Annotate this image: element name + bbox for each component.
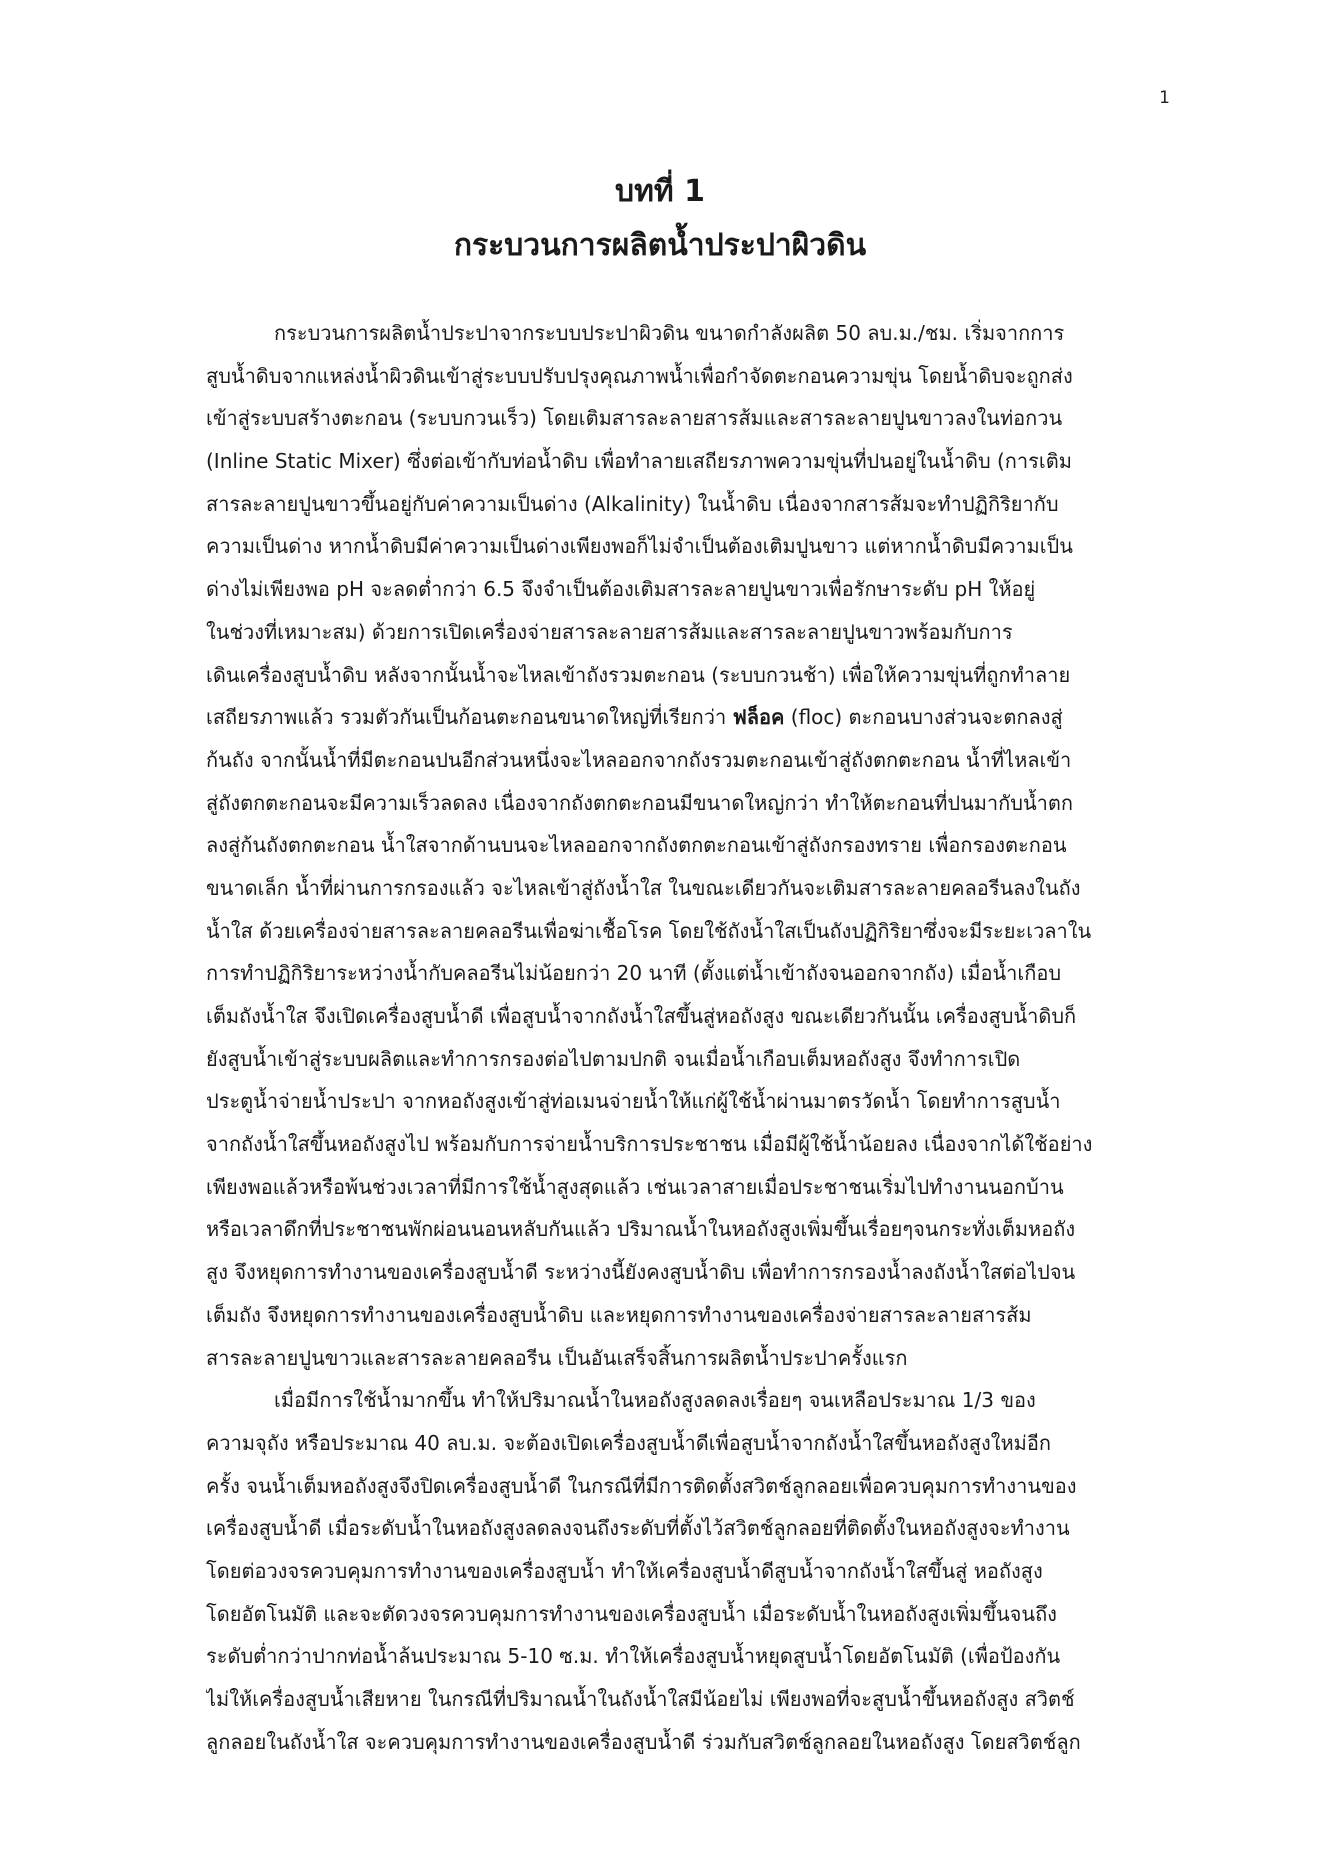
paragraph-line: จากถังน้ำใสขึ้นหอถังสูงไป พร้อมกับการจ่ายน้ำบริการประชาชน เมื่อมีผู้ใช้น้ำน้อยลง เนื่องจากได้ใช้อย่าง [206, 1132, 1093, 1157]
paragraph-line: ในช่วงที่เหมาะสม) ด้วยการเปิดเครื่องจ่ายสารละลายสารส้มและสารละลายปูนขาวพร้อมกับการ [206, 619, 1013, 644]
paragraph-line: ไม่ให้เครื่องสูบน้ำเสียหาย ในกรณีที่ปริมาณน้ำในถังน้ำใสมีน้อยไม่ เพียงพอที่จะสูบน้ำขึ้นหอถังสูง สวิตช์ [206, 1687, 1075, 1711]
paragraph-line: ความจุถัง หรือประมาณ 40 ลบ.ม. จะต้องเปิดเครื่องสูบน้ำดีเพื่อสูบน้ำจากถังน้ำใสขึ้นหอถังสูงใหม่อีก [206, 1430, 1051, 1455]
paragraph-line: (Inline Static Mixer) ซึ่งต่อเข้ากับท่อน้ำดิบ เพื่อทำลายเสถียรภาพความขุ่นที่ปนอยู่ในน้ำดิบ (การเติม [206, 449, 1072, 474]
paragraph-line: ลูกลอยในถังน้ำใส จะควบคุมการทำงานของเครื่องสูบน้ำดี ร่วมกับสวิตช์ลูกลอยในหอถังสูง โดยสวิตช์ลูก [206, 1729, 1081, 1754]
floc-line-start: เสถียรภาพแล้ว รวมตัวกันเป็นก้อนตะกอนขนาดใหญ่ที่เรียกว่า [206, 705, 727, 730]
paragraph-line: สูง จึงหยุดการทำงานของเครื่องสูบน้ำดี ระหว่างนี้ยังคงสูบน้ำดิบ เพื่อทำการกรองน้ำลงถังน้ำใสต่อไปจน [206, 1260, 1076, 1285]
paragraph-line: ยังสูบน้ำเข้าสู่ระบบผลิตและทำการกรองต่อไปตามปกติ จนเมื่อน้ำเกือบเต็มหอถังสูง จึงทำการเปิด [206, 1046, 1021, 1071]
paragraph-line: ความเป็นด่าง หากน้ำดิบมีค่าความเป็นด่างเพียงพอก็ไม่จำเป็นต้องเติมปูนขาว แต่หากน้ำดิบมีความเป็น [206, 534, 1073, 559]
paragraph-line: สู่ถังตกตะกอนจะมีความเร็วลดลง เนื่องจากถังตกตะกอนมีขนาดใหญ่กว่า ทำให้ตะกอนที่ปนมากับน้ำตก [206, 790, 1073, 815]
floc-term: ฟล็อค [732, 705, 785, 730]
paragraph-line: กระบวนการผลิตน้ำประปาจากระบบประปาผิวดิน ขนาดกำลังผลิต 50 ลบ.ม./ชม. เริ่มจากการ [274, 321, 1065, 345]
paragraph-line: ขนาดเล็ก น้ำที่ผ่านการกรองแล้ว จะไหลเข้าสู่ถังน้ำใส ในขณะเดียวกันจะเติมสารละลายคลอรีนลงในถัง [206, 875, 1081, 900]
paragraph-line: เมื่อมีการใช้น้ำมากขึ้น ทำให้ปริมาณน้ำในหอถังสูงลดลงเรื่อยๆ จนเหลือประมาณ 1/3 ของ [274, 1388, 1036, 1413]
paragraph-line: สารละลายปูนขาวขึ้นอยู่กับค่าความเป็นด่าง (Alkalinity) ในน้ำดิบ เนื่องจากสารส้มจะทำปฏิกิริยากับ [206, 491, 1059, 516]
paragraph-line: สูบน้ำดิบจากแหล่งน้ำผิวดินเข้าสู่ระบบปรับปรุงคุณภาพน้ำเพื่อกำจัดตะกอนความขุ่น โดยน้ำดิบจะถูกส่ง [206, 363, 1073, 388]
chapter-subtitle: กระบวนการผลิตน้ำประปาผิวดิน [453, 228, 867, 263]
paragraph-line: โดยอัตโนมัติ และจะตัดวงจรควบคุมการทำงานของเครื่องสูบน้ำ เมื่อระดับน้ำในหอถังสูงเพิ่มขึ้นจนถึง [206, 1601, 1057, 1626]
paragraph-line: เครื่องสูบน้ำดี เมื่อระดับน้ำในหอถังสูงลดลงจนถึงระดับที่ตั้งไว้สวิตช์ลูกลอยที่ติดตั้งในหอถังสูงจะทำงาน [206, 1516, 1070, 1541]
paragraph-line-floc [206, 696, 1174, 739]
paragraph-line: ลงสู่ก้นถังตกตะกอน น้ำใสจากด้านบนจะไหลออกจากถังตกตะกอนเข้าสู่ถังกรองทราย เพื่อกรองตะกอน [206, 833, 1067, 858]
page-number: 1 [1159, 88, 1170, 108]
paragraph-line: เต็มถัง จึงหยุดการทำงานของเครื่องสูบน้ำดิบ และหยุดการทำงานของเครื่องจ่ายสารละลายสารส้ม [206, 1302, 1032, 1327]
floc-line-end: (floc) ตะกอนบางส่วนจะตกลงสู่ [784, 705, 1063, 730]
paragraph-line: สารละลายปูนขาวและสารละลายคลอรีน เป็นอันเสร็จสิ้นการผลิตน้ำประปาครั้งแรก [206, 1345, 908, 1370]
paragraph-line: เข้าสู่ระบบสร้างตะกอน (ระบบกวนเร็ว) โดยเติมสารละลายสารส้มและสารละลายปูนขาวลงในท่อกวน [206, 406, 1063, 431]
paragraph-line: ประตูน้ำจ่ายน้ำประปา จากหอถังสูงเข้าสู่ท่อเมนจ่ายน้ำให้แก่ผู้ใช้น้ำผ่านมาตรวัดน้ำ โดยทำการสูบน้ำ [206, 1089, 1061, 1114]
paragraph-line: ด่างไม่เพียงพอ pH จะลดต่ำกว่า 6.5 จึงจำเป็นต้องเติมสารละลายปูนขาวเพื่อรักษาระดับ pH ให้อยู่ [206, 577, 1036, 602]
paragraph-line: เพียงพอแล้วหรือพ้นช่วงเวลาที่มีการใช้น้ำสูงสุดแล้ว เช่นเวลาสายเมื่อประชาชนเริ่มไปทำงานนอกบ้าน [206, 1174, 1064, 1199]
paragraph-line: เต็มถังน้ำใส จึงเปิดเครื่องสูบน้ำดี เพื่อสูบน้ำจากถังน้ำใสขึ้นสู่หอถังสูง ขณะเดียวกันนั้น เครื่องสูบน้ำดิบก็ [206, 1004, 1077, 1028]
paragraph-line: โดยต่อวงจรควบคุมการทำงานของเครื่องสูบน้ำ ทำให้เครื่องสูบน้ำดีสูบน้ำจากถังน้ำใสขึ้นสู่ หอถังสูง [206, 1558, 1043, 1583]
paragraph-line: การทำปฏิกิริยาระหว่างน้ำกับคลอรีนไม่น้อยกว่า 20 นาที (ตั้งแต่น้ำเข้าถังจนออกจากถัง) เมื่อน้ำเกือบ [206, 961, 1062, 986]
paragraph-line: ก้นถัง จากนั้นน้ำที่มีตะกอนปนอีกส่วนหนึ่งจะไหลออกจากถังรวมตะกอนเข้าสู่ถังตกตะกอน น้ำที่ไหลเข้า [206, 747, 1072, 772]
paragraph-line: ระดับต่ำกว่าปากท่อน้ำล้นประมาณ 5-10 ซ.ม. ทำให้เครื่องสูบน้ำหยุดสูบน้ำโดยอัตโนมัติ (เพื่อป้องกัน [206, 1644, 1061, 1669]
body-text [206, 312, 1174, 1763]
paragraph-line: ครั้ง จนน้ำเต็มหอถังสูงจึงปิดเครื่องสูบน้ำดี ในกรณีที่มีการติดตั้งสวิตช์ลูกลอยเพื่อควบคุมการทำงานของ [206, 1473, 1077, 1498]
chapter-heading [0, 165, 1320, 273]
paragraph-line: น้ำใส ด้วยเครื่องจ่ายสารละลายคลอรีนเพื่อฆ่าเชื้อโรค โดยใช้ถังน้ำใสเป็นถังปฏิกิริยาซึ่งจะมีระยะเวลาใน [206, 918, 1092, 943]
paragraph-line: หรือเวลาดึกที่ประชาชนพักผ่อนนอนหลับกันแล้ว ปริมาณน้ำในหอถังสูงเพิ่มขึ้นเรื่อยๆจนกระทั่งเต็มหอถัง [206, 1217, 1076, 1242]
paragraph-line: เดินเครื่องสูบน้ำดิบ หลังจากนั้นน้ำจะไหลเข้าถังรวมตะกอน (ระบบกวนช้า) เพื่อให้ความขุ่นที่ถูกทำลาย [206, 662, 1071, 687]
chapter-title: บทที่ 1 [615, 174, 705, 209]
